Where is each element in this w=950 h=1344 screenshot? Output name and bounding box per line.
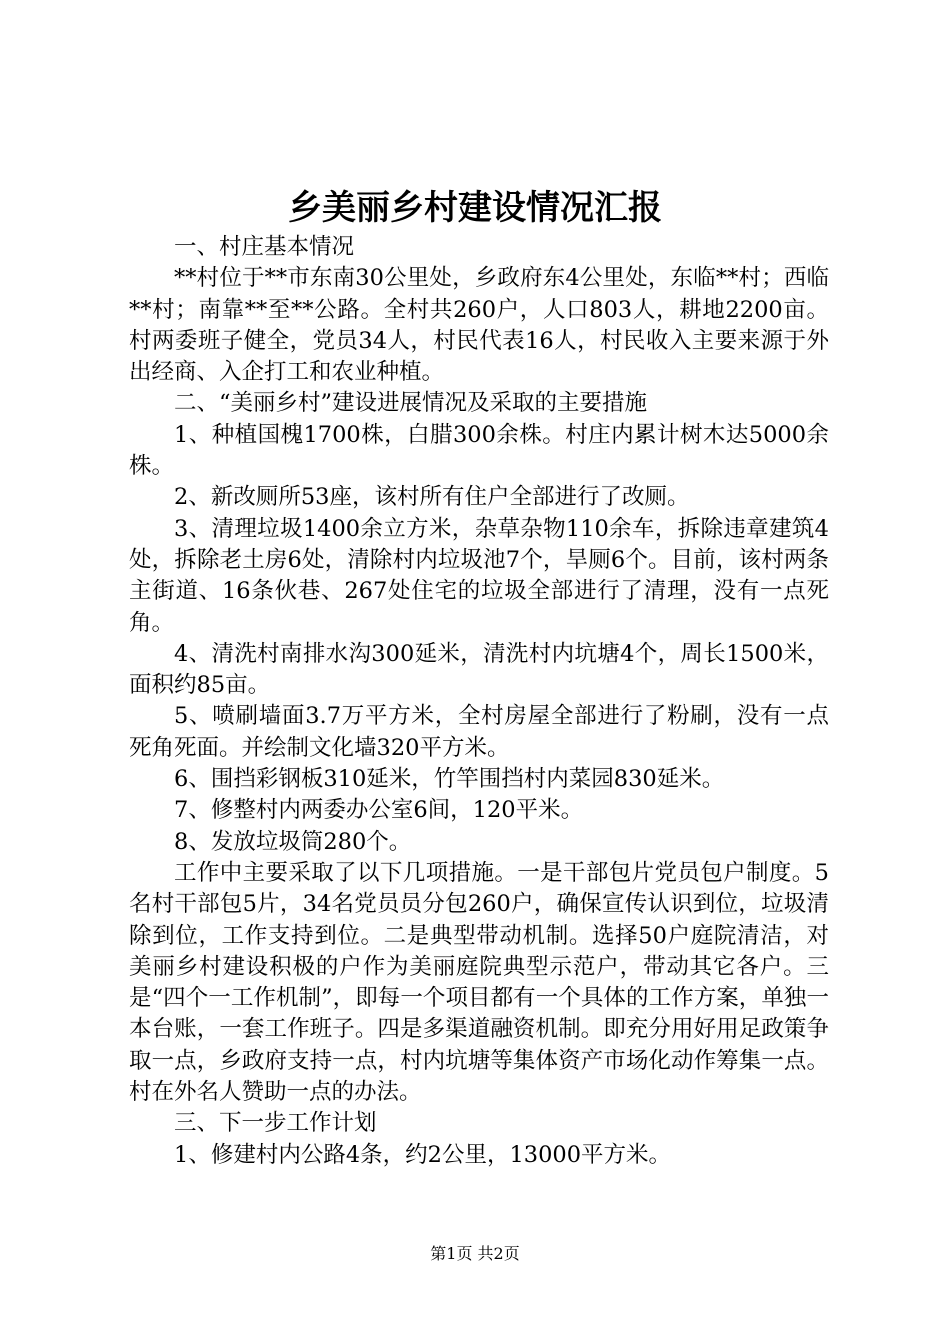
section-heading-progress: 二、“美丽乡村”建设进展情况及采取的主要措施 — [174, 390, 648, 417]
paragraph-measures: 工作中主要采取了以下几项措施。一是干部包片党员包户制度。5名村干部包5片，34名党员员分包260户，确保宣传认识到位，垃圾清除到位，工作支持到位。二是典型带动机制。选择50户庭院清洁，对美丽乡村建设积极的户作为美丽庭院典型示范户，带动其它各户。三是“四个一工作机制”，即每一个项目都有一个具体的工作方案，单独一本台账，一套工作班子。四是多渠道融资机制。即充分用好用足政策争取一点，乡政府支持一点，村内坑塘等集体资产市场化动作筹集一点。村在外名人赞助一点的办法。 — [129, 859, 829, 1106]
list-item-3: 3、清理垃圾1400余立方米，杂草杂物110余车，拆除违章建筑4处，拆除老土房6处，清除村内垃圾池7个，旱厕6个。目前，该村两条主街道、16条伙巷、267处住宅的垃圾全部进行了清理，没有一点死角。 — [129, 515, 829, 636]
list-item-5: 5、喷刷墙面3.7万平方米，全村房屋全部进行了粉刷，没有一点死角死面。并绘制文化墙320平方米。 — [129, 703, 829, 761]
list-item-6: 6、围挡彩钢板310延米，竹竿围挡村内菜园830延米。 — [174, 766, 725, 793]
document-title: 乡美丽乡村建设情况汇报 — [288, 188, 662, 228]
list-item-2: 2、新改厕所53座，该村所有住户全部进行了改厕。 — [174, 484, 690, 511]
list-item-1: 1、种植国槐1700株，白腊300余株。村庄内累计树木达5000余株。 — [129, 421, 829, 480]
list-item-4: 4、清洗村南排水沟300延米，清洗村内坑塘4个，周长1500米，面积约85亩。 — [129, 640, 829, 699]
section-heading-next-steps: 三、下一步工作计划 — [174, 1110, 377, 1137]
list-item-8: 8、发放垃圾筒280个。 — [174, 828, 412, 855]
paragraph-village-overview: **村位于**市东南30公里处，乡政府东4公里处，东临**村；西临**村；南靠**至**公路。全村共260户，人口803人，耕地2200亩。村两委班子健全，党员34人，村民代表16人，村民收入主要来源于外出经商、入企打工和农业种植。 — [129, 265, 829, 386]
document-body — [129, 232, 829, 1171]
page-footer: 第1页 共2页 — [430, 1244, 520, 1263]
plan-item-1: 1、修建村内公路4条，约2公里，13000平方米。 — [174, 1141, 672, 1168]
section-heading-basic-info: 一、村庄基本情况 — [174, 234, 355, 260]
list-item-7: 7、修整村内两委办公室6间，120平米。 — [174, 797, 584, 824]
